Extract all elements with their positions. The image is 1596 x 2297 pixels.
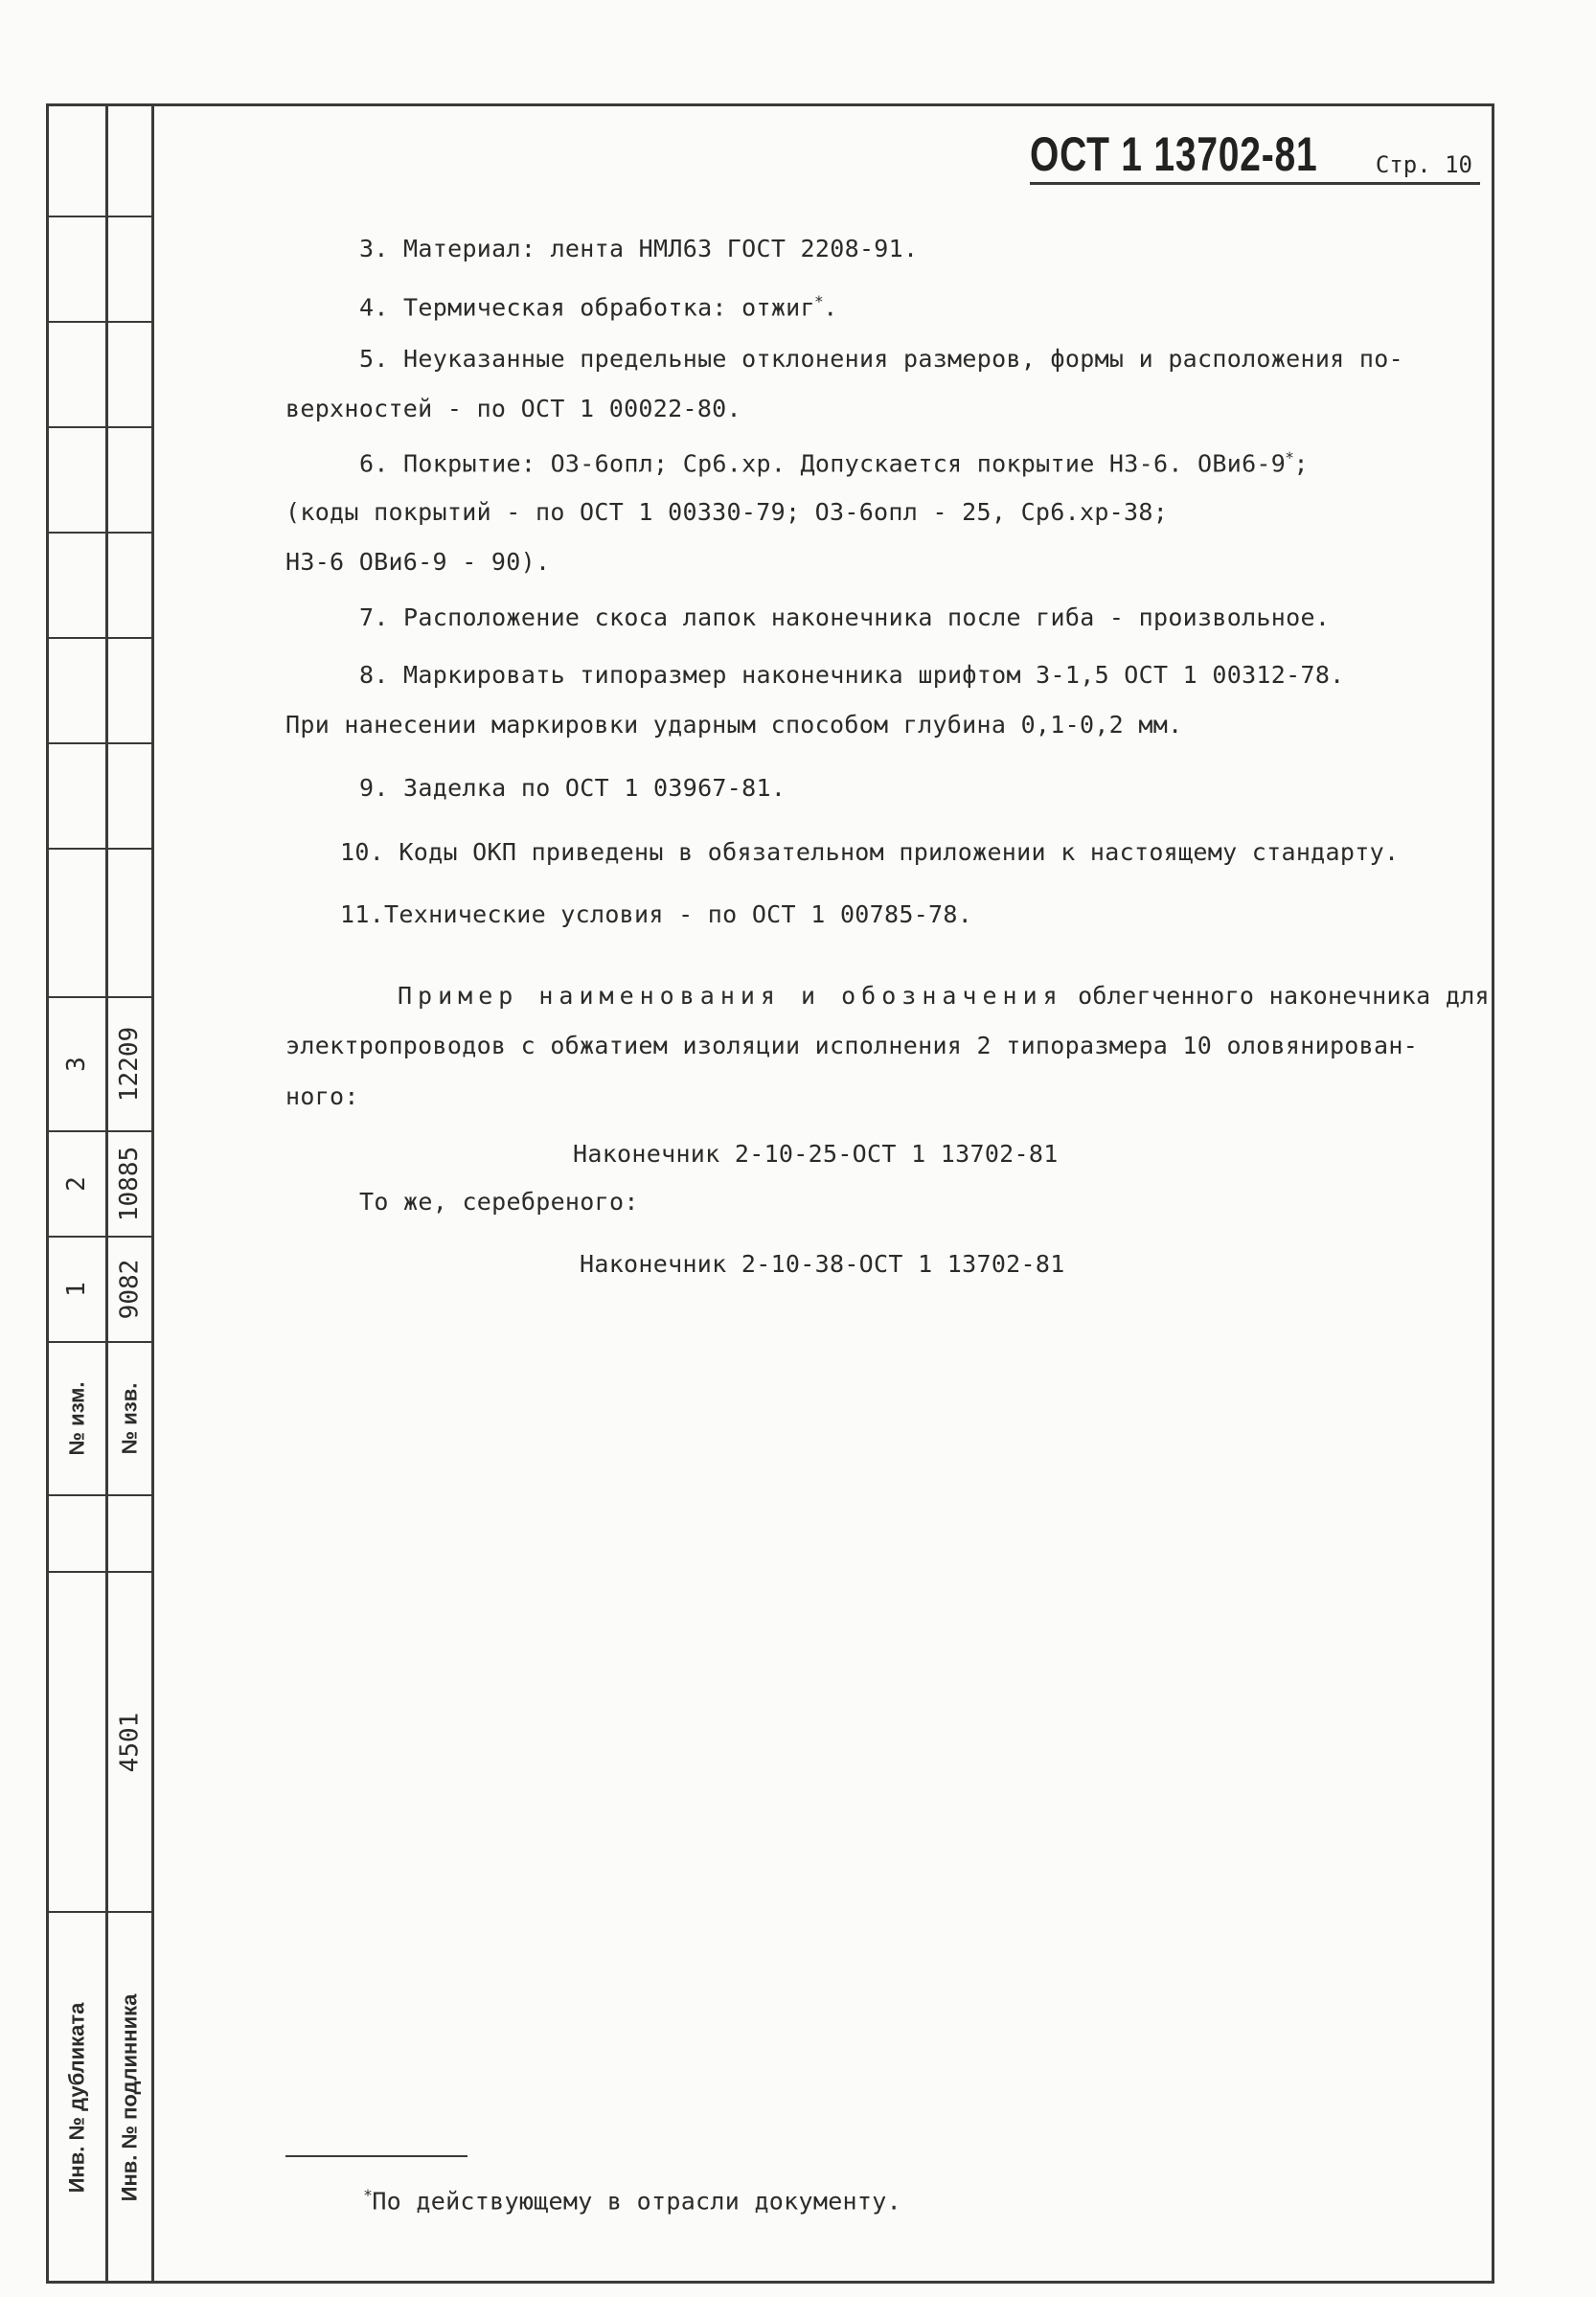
change-number-cell: 3 [62, 1057, 91, 1072]
change-number-cell: 2 [62, 1176, 91, 1192]
item-4: 4. Термическая обработка: отжиг*. [359, 292, 838, 322]
example-line-2: электропроводов с обжатием изоляции исполнения 2 типоразмера 10 оловянирован- [285, 1032, 1419, 1059]
item-6-line-3: Н3-6 ОВи6-9 - 90). [285, 548, 551, 576]
item-5-line-2: верхностей - по ОСТ 1 00022-80. [285, 395, 741, 422]
document-code: ОСТ 1 13702-81 [1030, 127, 1318, 181]
item-6-line-1: 6. Покрытие: О3-6опл; Ср6.хр. Допускается покрытие Н3-6. ОВи6-9*; [359, 448, 1309, 478]
change-label-cell: № изм. [64, 1381, 88, 1456]
designation-silver: Наконечник 2-10-38-ОСТ 1 13702-81 [580, 1250, 1065, 1278]
notice-label-cell: № изв. [117, 1382, 142, 1455]
page-number: Стр. 10 [1375, 151, 1472, 178]
item-8-line-1: 8. Маркировать типоразмер наконечника шрифтом 3-1,5 ОСТ 1 00312-78. [359, 661, 1345, 689]
footnote: *По действующему в отрасли документу. [364, 2186, 901, 2216]
item-5-line-1: 5. Неуказанные предельные отклонения размеров, формы и расположения по- [359, 345, 1403, 373]
page-frame [46, 103, 1494, 2284]
change-number-cell: 1 [62, 1282, 91, 1297]
notice-number-cell: 9082 [115, 1259, 145, 1320]
item-10: 10. Коды ОКП приведены в обязательном приложении к настоящему стандарту. [340, 838, 1400, 866]
inv-original-label-cell: Инв. № подлинника [117, 1993, 142, 2201]
item-7: 7. Расположение скоса лапок наконечника после гиба - произвольное. [359, 603, 1331, 631]
designation-tin: Наконечник 2-10-25-ОСТ 1 13702-81 [573, 1140, 1059, 1168]
same-silver-label: То же, серебреного: [359, 1188, 639, 1216]
item-3: 3. Материал: лента НМЛ63 ГОСТ 2208-91. [359, 235, 919, 262]
notice-number-cell: 12209 [115, 1026, 145, 1103]
inv-original-value-cell: 4501 [115, 1712, 145, 1772]
item-8-line-2: При нанесении маркировки ударным способом глубина 0,1-0,2 мм. [285, 711, 1183, 739]
page-header [1030, 123, 1480, 185]
notice-number-cell: 10885 [115, 1146, 145, 1222]
inv-duplicate-label-cell: Инв. № дубликата [64, 2002, 89, 2193]
item-9: 9. Заделка по ОСТ 1 03967-81. [359, 774, 787, 802]
strip-divider [151, 103, 154, 2284]
item-6-line-2: (коды покрытий - по ОСТ 1 00330-79; О3-6опл - 25, Ср6.хр-38; [285, 498, 1169, 526]
example-line-3: ного: [285, 1082, 359, 1110]
example-line-1: Пример наименования и обозначения облегченного наконечника для [398, 982, 1490, 1010]
footnote-rule [285, 2155, 467, 2157]
item-11: 11.Технические условия - по ОСТ 1 00785-78. [340, 900, 973, 928]
